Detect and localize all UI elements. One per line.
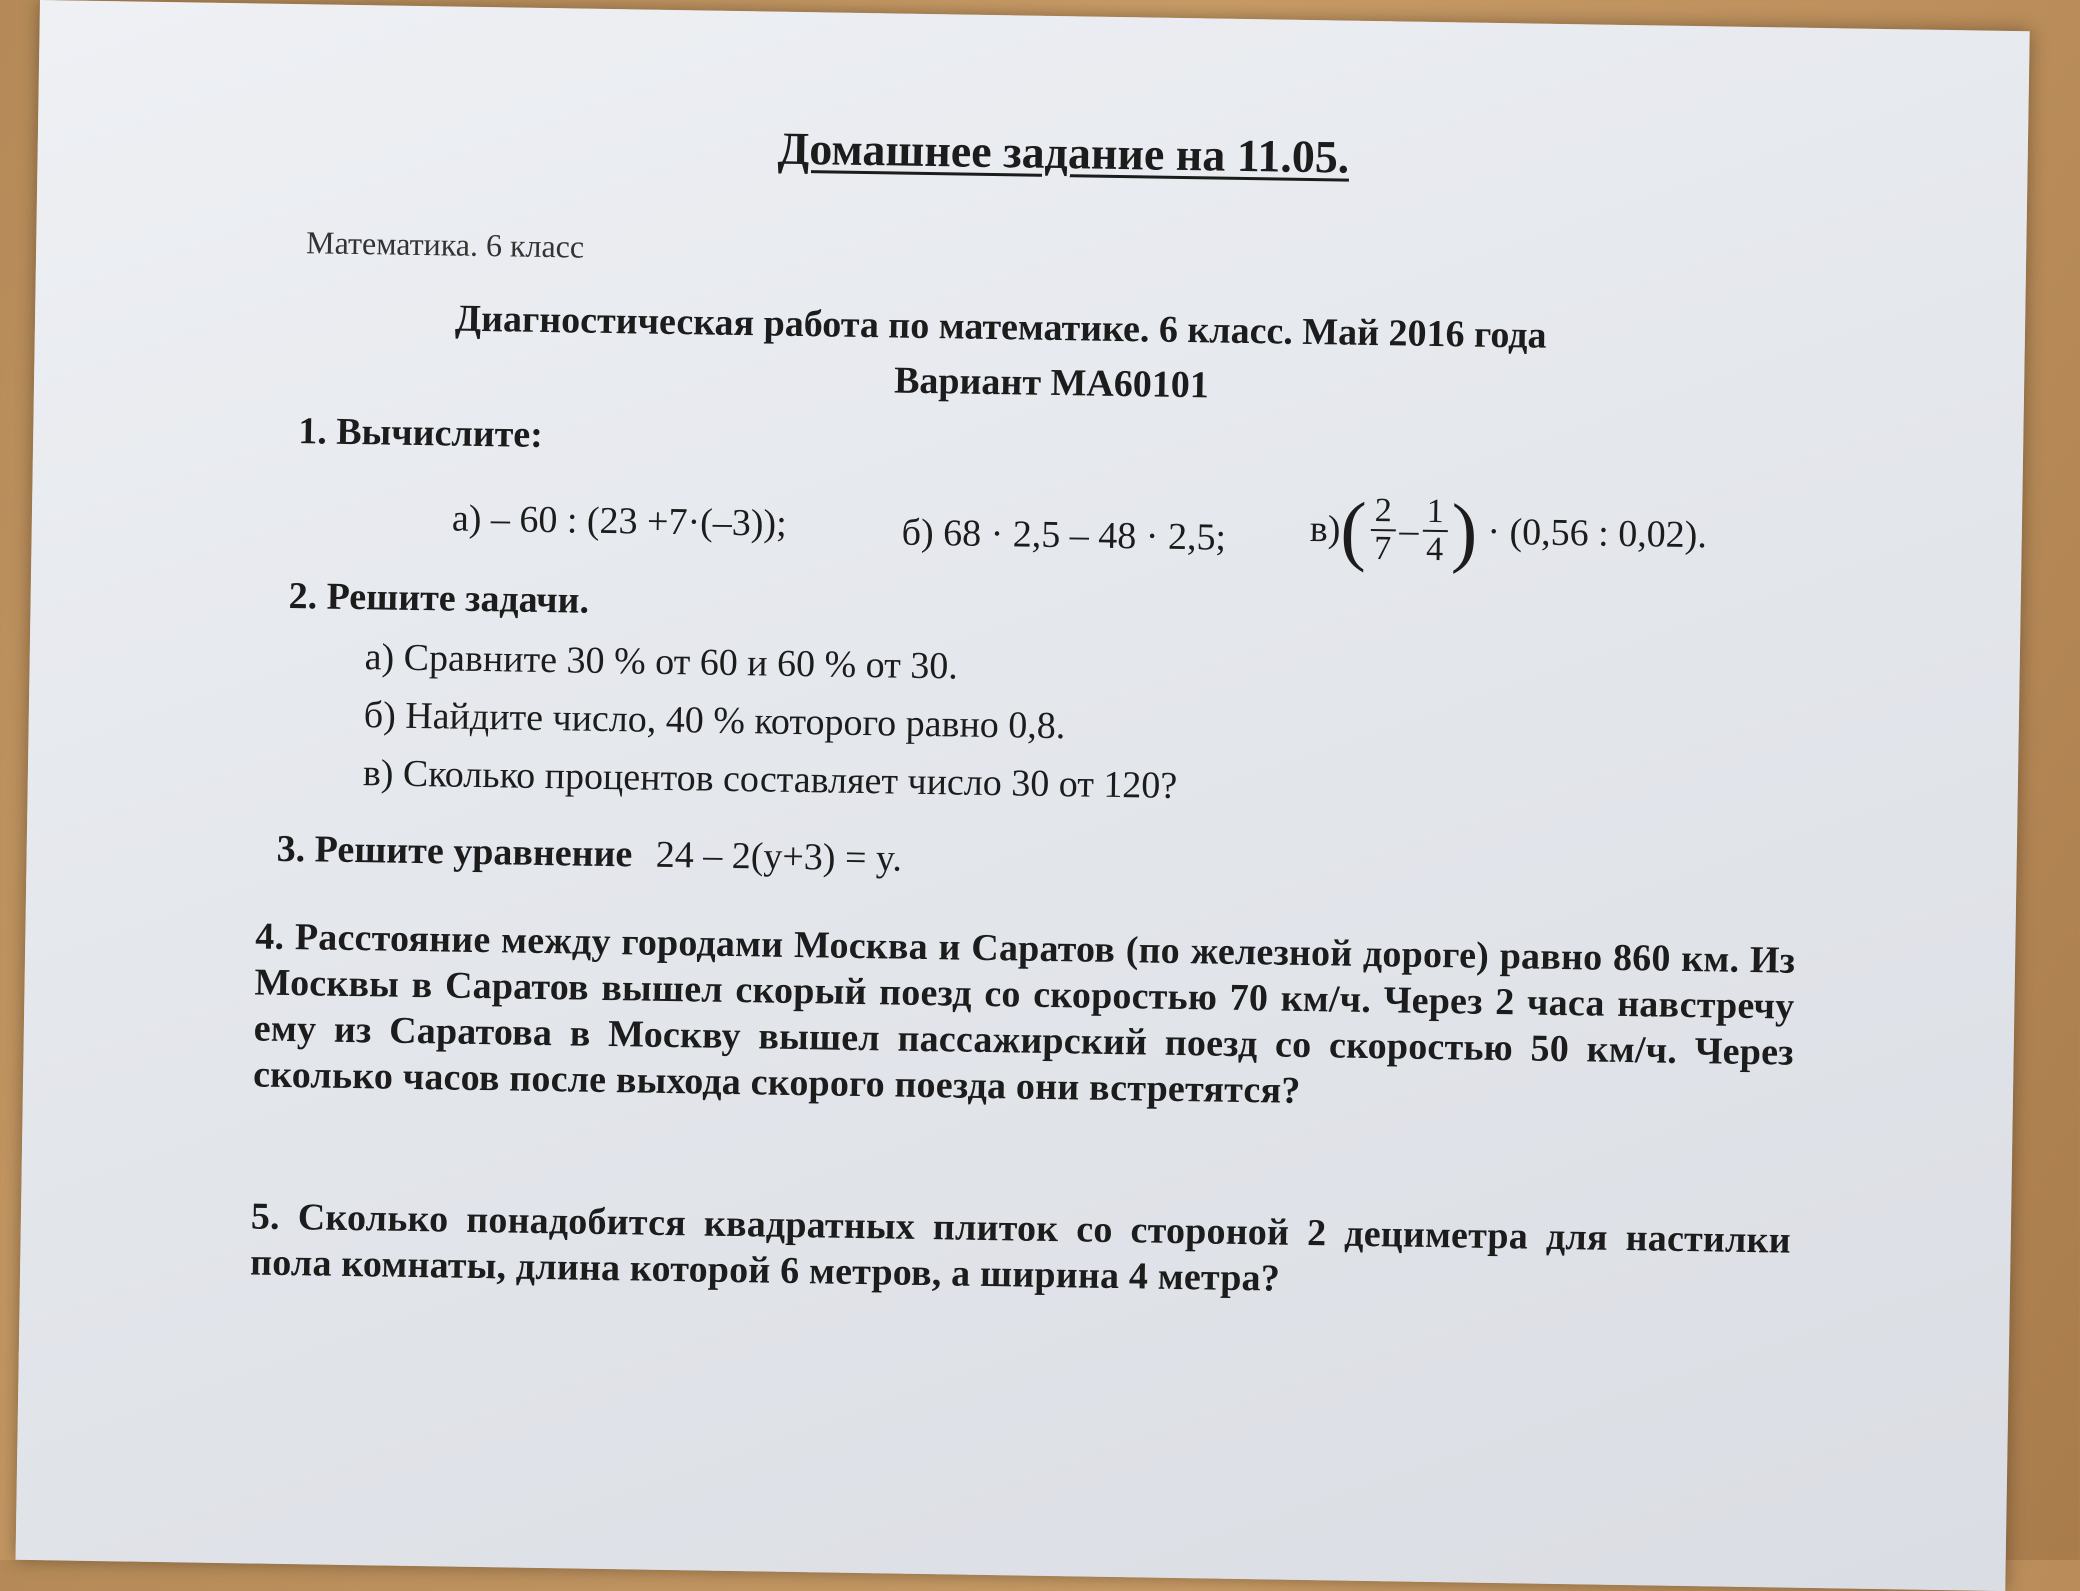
right-paren: ) xyxy=(1450,487,1479,575)
question-2c: в) Сколько процентов составляет число 30 от 120? xyxy=(362,752,1178,807)
fraction-2-denominator: 4 xyxy=(1425,530,1444,569)
fraction-1-denominator: 7 xyxy=(1373,530,1392,568)
worksheet-paper xyxy=(15,0,2029,1591)
fraction-2-numerator: 1 xyxy=(1422,494,1448,532)
left-paren: ( xyxy=(1339,485,1368,573)
fraction-1-numerator: 2 xyxy=(1370,493,1396,531)
question-3 xyxy=(276,827,902,881)
page-title: Домашнее задание на 11.05. xyxy=(777,122,1350,183)
fraction-1 xyxy=(1370,493,1396,567)
question-1c-suffix: · (0,56 : 0,02). xyxy=(1487,510,1708,557)
question-3-equation: 24 – 2(y+3) = y. xyxy=(655,833,903,880)
question-1-label: 1. Вычислите: xyxy=(297,410,544,456)
work-heading: Диагностическая работа по математике. 6 класс. Май 2016 года xyxy=(454,297,1547,357)
question-1a: а) – 60 : (23 +7·(–3)); xyxy=(451,497,788,545)
question-1b: б) 68 · 2,5 – 48 · 2,5; xyxy=(901,511,1227,559)
question-2a: а) Сравните 30 % от 60 и 60 % от 30. xyxy=(364,636,959,688)
question-2b: б) Найдите число, 40 % которого равно 0,8. xyxy=(363,694,1066,748)
minus-sign: – xyxy=(1399,509,1419,552)
question-2-label: 2. Решите задачи. xyxy=(288,574,590,622)
question-3-label: 3. Решите уравнение xyxy=(276,827,633,876)
fraction-2 xyxy=(1422,494,1448,568)
subject-label: Математика. 6 класс xyxy=(305,224,585,265)
question-1c-prefix: в) xyxy=(1309,508,1341,551)
question-5: 5. Сколько понадобится квадратных плиток со стороной 2 дециметра для настилки пола комнаты, длина которой 6 метров, а ширина 4 метра? xyxy=(249,1195,1792,1300)
question-4: 4. Расстояние между городами Москва и Саратов (по железной дороге) равно 860 км. Из Москвы в Саратов вышел скорый поезд со скоростью 70 км/ч. Через 2 часа навстречу ему из Саратова в Москву вышел пассажирский поезд со скоростью 50 км/ч. Через сколько часов после выхода скорого поезда они встретятся? xyxy=(252,915,1796,1112)
variant-label: Вариант МА60101 xyxy=(893,359,1210,407)
question-1c xyxy=(1309,485,1708,575)
